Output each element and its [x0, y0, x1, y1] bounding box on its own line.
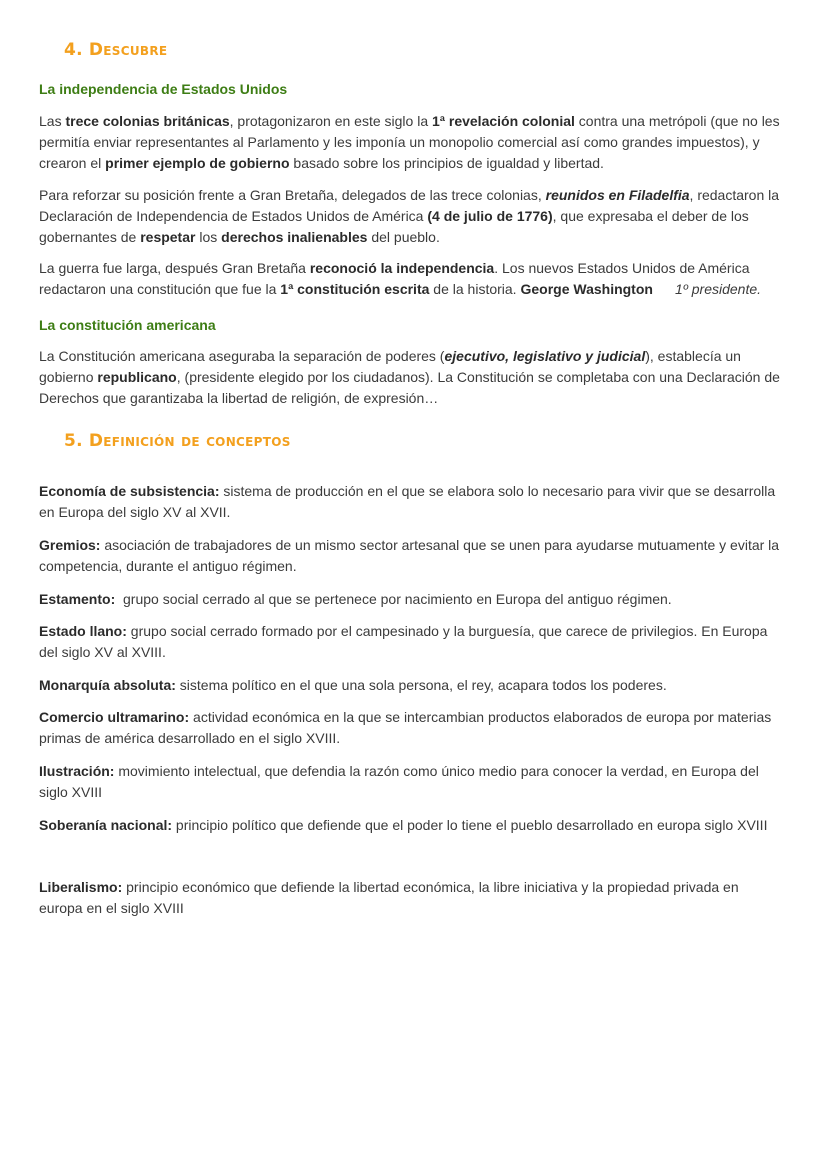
definition-item — [39, 877, 784, 919]
paragraph-war — [39, 258, 784, 300]
definition-text: asociación de trabajadores de un mismo sector artesanal que se unen para ayudarse mutuamente y evitar la competencia, durante el antiguo régimen. — [39, 537, 780, 574]
bold-text: (4 de julio de 1776) — [427, 208, 553, 224]
paragraph-constitution — [39, 346, 784, 409]
text: , (presidente elegido por los ciudadanos). La Constitución se completaba con una Declaración de Derechos que garantizaba la libertad de religión, de expresión… — [39, 369, 780, 406]
bold-italic-text: reunidos en Filadelfia — [545, 187, 690, 203]
bold-text: George Washington — [520, 281, 653, 297]
text: Para reforzar su posición frente a Gran Bretaña, delegados de las trece colonias, — [39, 187, 546, 203]
definition-item — [39, 481, 784, 523]
definition-text: grupo social cerrado al que se pertenece por nacimiento en Europa del antiguo régimen. — [115, 591, 672, 607]
definition-text: principio político que defiende que el poder lo tiene el pueblo desarrollado en europa siglo XVIII — [172, 817, 768, 833]
bold-text: 1ª revelación colonial — [432, 113, 575, 129]
text: del pueblo. — [367, 229, 440, 245]
text: , que expresaba el deber de los gobernantes de — [39, 208, 749, 245]
definition-item — [39, 707, 784, 749]
bold-text: 1ª constitución escrita — [280, 281, 430, 297]
bold-text: republicano — [97, 369, 177, 385]
definition-term: Economía de subsistencia: — [39, 483, 220, 499]
paragraph-colonies — [39, 111, 784, 174]
text: Las — [39, 113, 66, 129]
subheading-independence: La independencia de Estados Unidos — [39, 81, 288, 97]
definition-term: Comercio ultramarino: — [39, 709, 190, 725]
bold-text: respetar — [140, 229, 196, 245]
bold-text: reconoció la independencia — [309, 260, 495, 276]
bold-text: trece colonias británicas — [65, 113, 230, 129]
definition-term: Estado llano: — [39, 623, 127, 639]
definition-item — [39, 761, 784, 803]
definition-term: Soberanía nacional: — [39, 817, 173, 833]
definition-item — [39, 535, 784, 577]
definition-text: movimiento intelectual, que defendia la razón como único medio para conocer la verdad, en Europa del siglo XVIII — [39, 763, 759, 800]
text: , redactaron la Declaración de Independencia de Estados Unidos de América — [39, 187, 780, 224]
text: ), establecía un gobierno — [39, 348, 741, 385]
subheading-constitution: La constitución americana — [39, 317, 216, 333]
section-5-heading: Definición de conceptos — [88, 431, 291, 451]
paragraph-declaration — [39, 185, 784, 248]
bold-italic-text: ejecutivo, legislativo y judicial — [444, 348, 646, 364]
text: basado sobre los principios de igualdad y libertad. — [289, 155, 604, 171]
text: . Los nuevos Estados Unidos de América redactaron una constitución que fue la — [39, 260, 750, 297]
definition-term: Liberalismo: — [39, 879, 123, 895]
definition-term: Gremios: — [39, 537, 101, 553]
definition-text: sistema de producción en el que se elabora solo lo necesario para vivir que se desarrolla en Europa del siglo XV al XVII. — [39, 483, 776, 520]
definition-term: Ilustración: — [39, 763, 115, 779]
bold-text: derechos inalienables — [221, 229, 368, 245]
definition-term: Estamento: — [39, 591, 116, 607]
text: La Constitución americana aseguraba la separación de poderes ( — [39, 348, 445, 364]
definition-term: Monarquía absoluta: — [39, 677, 176, 693]
italic-text: 1º presidente. — [674, 281, 762, 297]
definition-text: actividad económica en la que se intercambian productos elaborados de europa por materias primas de américa desarrollado en el siglo XVIII. — [39, 709, 772, 746]
definition-text: grupo social cerrado formado por el campesinado y la burguesía, que carece de privilegios. En Europa del siglo XV al XVIII. — [39, 623, 768, 660]
section-5-number: 5. — [64, 431, 83, 451]
section-4-number: 4. — [64, 40, 83, 60]
text: de la historia. — [429, 281, 521, 297]
definition-text: principio económico que defiende la libertad económica, la libre iniciativa y la propiedad privada en europa en el siglo XVIII — [39, 879, 739, 916]
text: los — [195, 229, 222, 245]
section-4-heading: Descubre — [88, 40, 168, 60]
bold-text: primer ejemplo de gobierno — [105, 155, 290, 171]
definition-text: sistema político en el que una sola persona, el rey, acapara todos los poderes. — [175, 677, 667, 693]
section-5-title — [64, 431, 291, 451]
definition-item — [39, 675, 667, 696]
text: contra una metrópoli (que no les permitía enviar representantes al Parlamento y les imponía un monopolio comercial así como grandes impuestos), y crearon el — [39, 113, 780, 171]
definition-item — [39, 621, 784, 663]
section-4-title — [64, 40, 167, 60]
definition-item — [39, 815, 767, 836]
text: , protagonizaron en este siglo la — [229, 113, 433, 129]
text: La guerra fue larga, después Gran Bretaña — [39, 260, 310, 276]
definition-item — [39, 589, 672, 610]
